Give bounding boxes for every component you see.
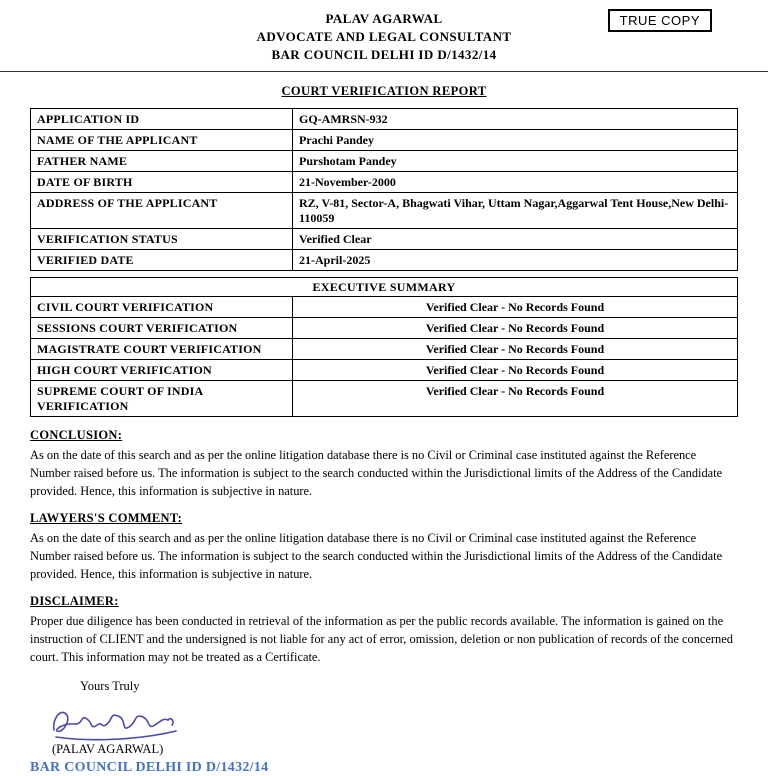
section-heading: DISCLAIMER:	[30, 594, 119, 608]
row-label: FATHER NAME	[31, 151, 293, 172]
executive-summary-table	[30, 277, 738, 417]
table-row	[31, 229, 738, 250]
section-lawyers-comment	[30, 511, 738, 583]
row-label: VERIFIED DATE	[31, 250, 293, 271]
row-label: MAGISTRATE COURT VERIFICATION	[31, 339, 293, 360]
header-divider	[0, 71, 768, 72]
section-heading: LAWYERS'S COMMENT:	[30, 511, 183, 525]
row-label: NAME OF THE APPLICANT	[31, 130, 293, 151]
row-label: ADDRESS OF THE APPLICANT	[31, 193, 293, 229]
row-value: Verified Clear	[293, 229, 738, 250]
true-copy-stamp: TRUE COPY	[608, 9, 712, 32]
footer-bar-id: BAR COUNCIL DELHI ID D/1432/14	[30, 760, 269, 775]
row-value: Verified Clear - No Records Found	[293, 339, 738, 360]
table-row	[31, 250, 738, 271]
advocate-name: PALAV AGARWAL	[325, 11, 443, 26]
table-row	[31, 109, 738, 130]
header-bar-id: BAR COUNCIL DELHI ID D/1432/14	[271, 47, 497, 62]
row-label: VERIFICATION STATUS	[31, 229, 293, 250]
table-row	[31, 172, 738, 193]
table-row	[31, 381, 738, 417]
signature-ink-icon	[44, 696, 194, 742]
row-value: RZ, V-81, Sector-A, Bhagwati Vihar, Uttam Nagar,Aggarwal Tent House,New Delhi-110059	[293, 193, 738, 229]
row-label: HIGH COURT VERIFICATION	[31, 360, 293, 381]
details-table	[30, 108, 738, 271]
report-title: COURT VERIFICATION REPORT	[281, 84, 487, 98]
row-value: Verified Clear - No Records Found	[293, 360, 738, 381]
section-body: Proper due diligence has been conducted in retrieval of the information as per the public records available. The information is gained on the instruction of CLIENT and the undersigned is not liable for any act of error, omission, deletion or non publication of records of the concerned court. This information may not be treated as a Certificate.	[30, 614, 733, 664]
row-value: Purshotam Pandey	[293, 151, 738, 172]
row-label: SESSIONS COURT VERIFICATION	[31, 318, 293, 339]
executive-summary-title: EXECUTIVE SUMMARY	[31, 278, 738, 297]
row-value: Prachi Pandey	[293, 130, 738, 151]
section-disclaimer	[30, 594, 738, 666]
table-row	[31, 297, 738, 318]
row-value: Verified Clear - No Records Found	[293, 381, 738, 417]
row-value: Verified Clear - No Records Found	[293, 297, 738, 318]
row-value: 21-November-2000	[293, 172, 738, 193]
table-row	[31, 130, 738, 151]
signatory-name: (PALAV AGARWAL)	[52, 742, 164, 756]
table-row	[31, 339, 738, 360]
row-label: APPLICATION ID	[31, 109, 293, 130]
table-row	[31, 151, 738, 172]
row-value: Verified Clear - No Records Found	[293, 318, 738, 339]
table-row	[31, 318, 738, 339]
signature-image	[44, 696, 738, 742]
row-label: DATE OF BIRTH	[31, 172, 293, 193]
row-label: CIVIL COURT VERIFICATION	[31, 297, 293, 318]
section-heading: CONCLUSION:	[30, 428, 123, 442]
row-value: 21-April-2025	[293, 250, 738, 271]
table-row	[31, 193, 738, 229]
row-value: GQ-AMRSN-932	[293, 109, 738, 130]
row-label: SUPREME COURT OF INDIA VERIFICATION	[31, 381, 293, 417]
closing-text: Yours Truly	[80, 679, 140, 693]
table-row	[31, 278, 738, 297]
advocate-title: ADVOCATE AND LEGAL CONSULTANT	[256, 29, 512, 44]
section-body: As on the date of this search and as per the online litigation database there is no Civil or Criminal case instituted against the Reference Number raised before us. The information is subject to the search conducted within the Jurisdictional limits of the Address of the Candidate provided. Hence, this information is subjective in nature.	[30, 448, 723, 498]
table-row	[31, 360, 738, 381]
section-body: As on the date of this search and as per the online litigation database there is no Civil or Criminal case instituted against the Reference Number raised before us. The information is subject to the search conducted within the Jurisdictional limits of the Address of the Candidate provided. Hence, this information is subjective in nature.	[30, 531, 723, 581]
section-conclusion	[30, 428, 738, 500]
